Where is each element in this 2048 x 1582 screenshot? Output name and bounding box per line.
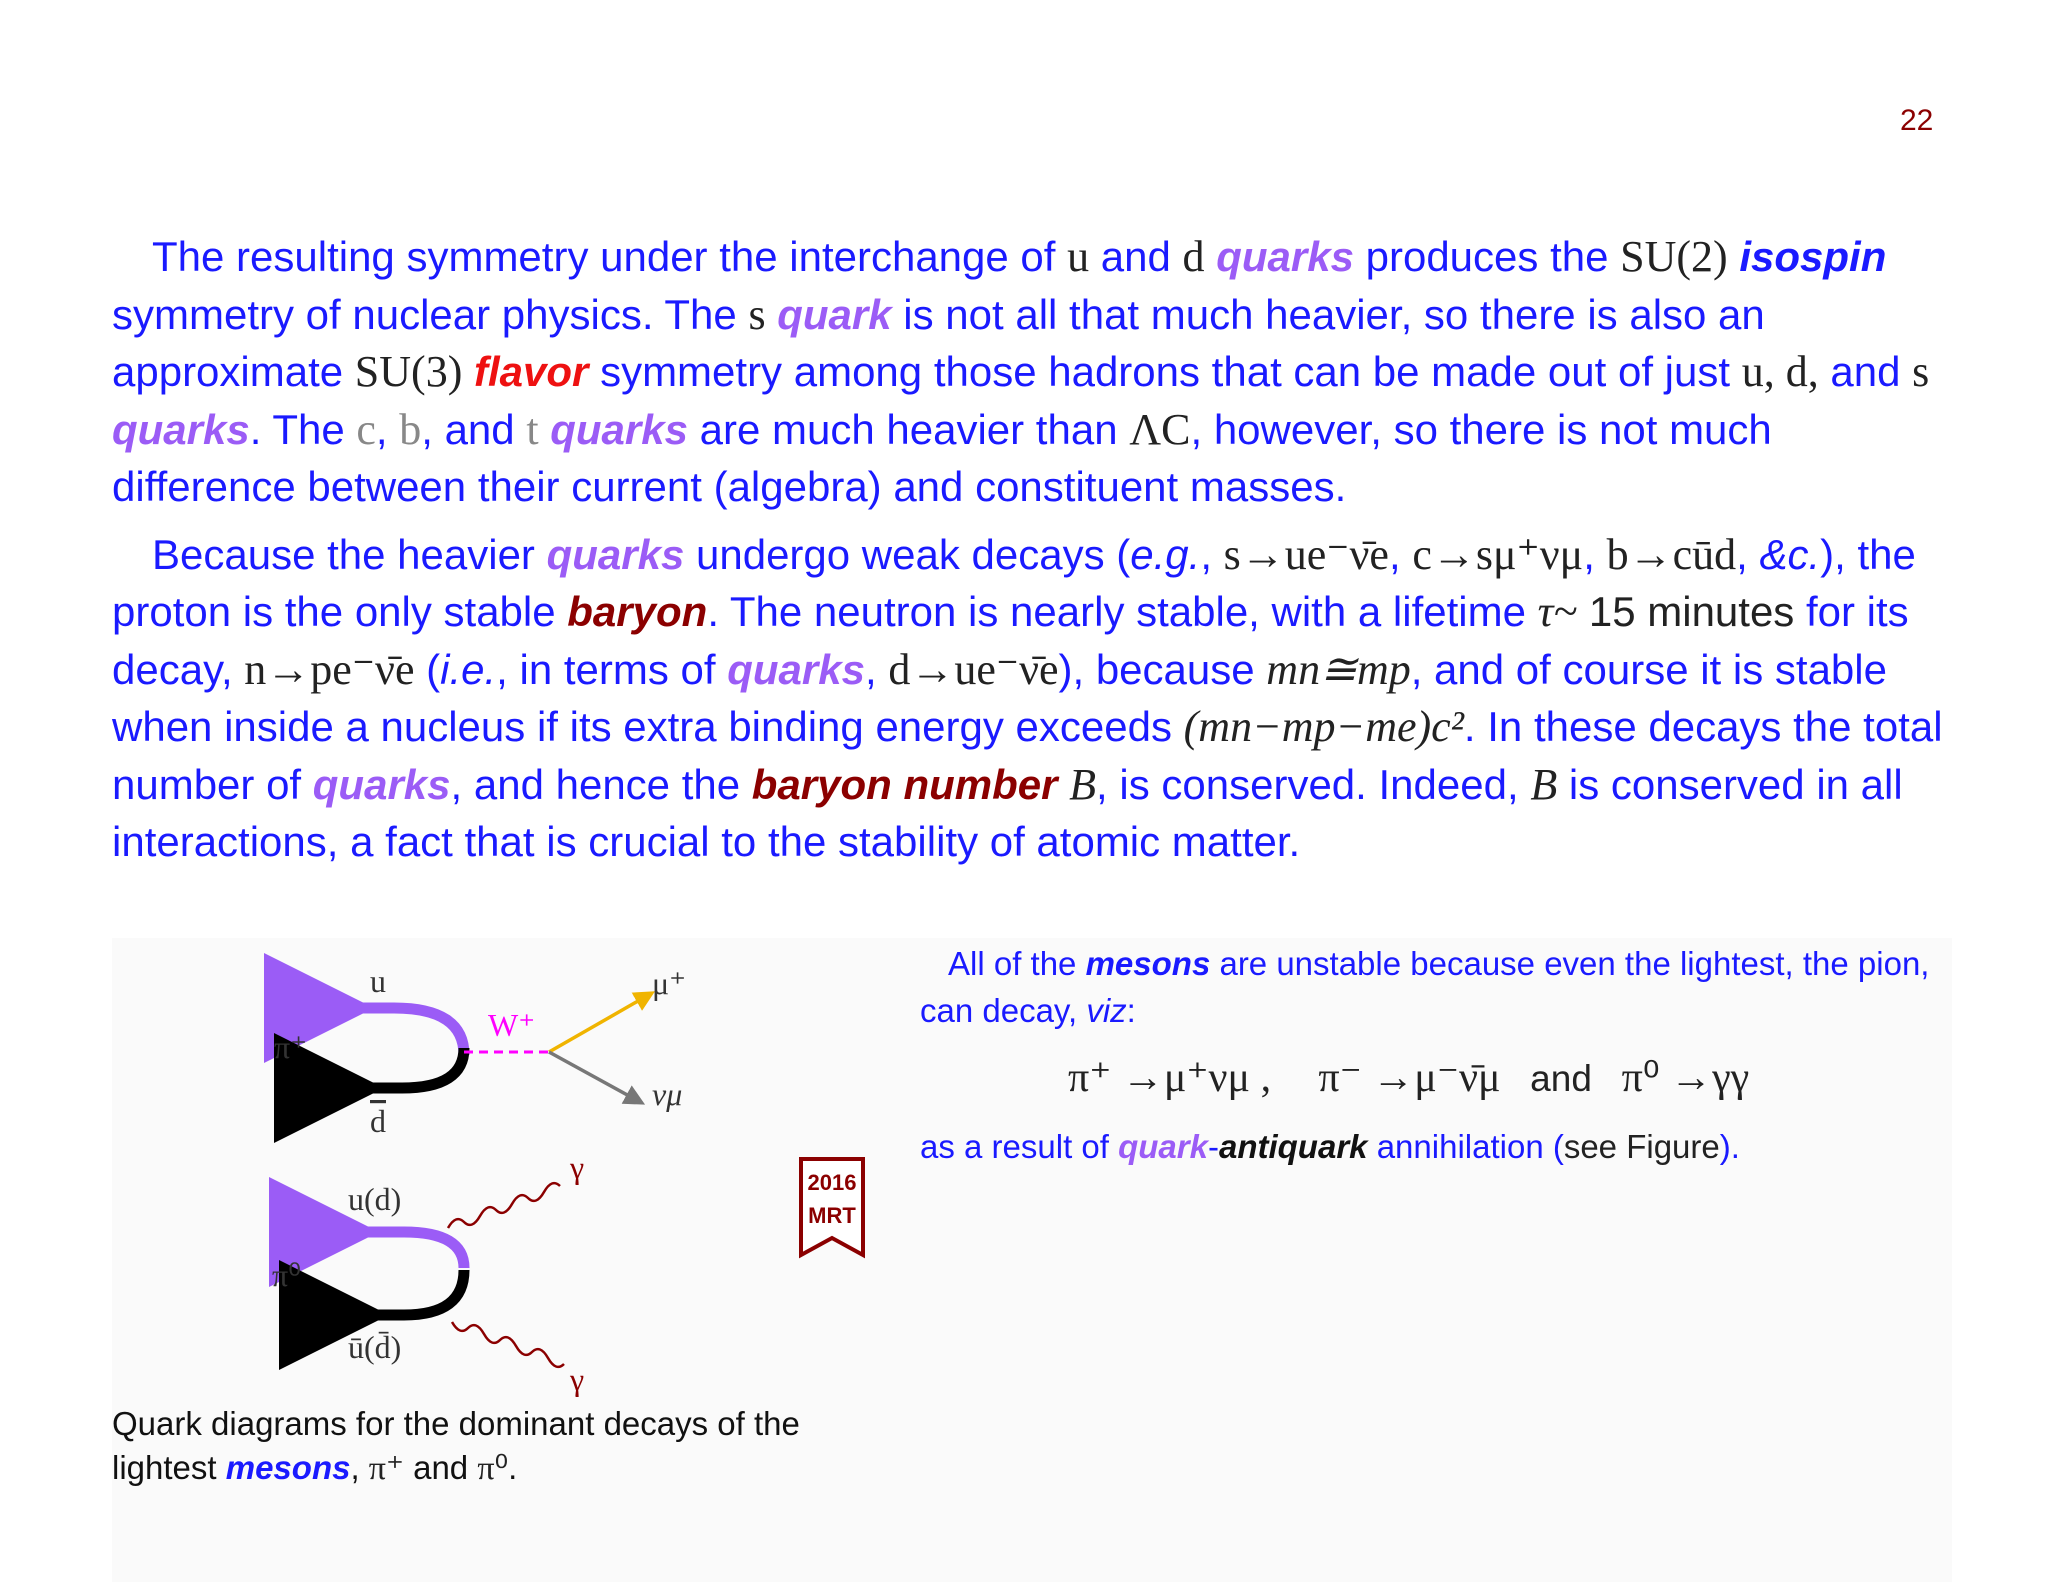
term-baryon: baryon: [567, 588, 708, 635]
decay-b: b→cūd: [1606, 529, 1737, 579]
badge-initials: MRT: [808, 1203, 856, 1228]
eq-pi-plus: π⁺ →μ⁺νμ ,: [1068, 1055, 1272, 1101]
lambda-c-symbol: ΛC: [1129, 404, 1191, 454]
su2-symbol: SU(2): [1620, 232, 1728, 281]
see-figure-ref: see Figure: [1563, 1128, 1720, 1165]
quark-diagram: [112, 940, 812, 1400]
label-gamma-2: γ: [570, 1361, 585, 1397]
neutrino-line: [549, 1052, 642, 1103]
term-isospin: isospin: [1739, 233, 1887, 280]
label-mu-plus: μ⁺: [652, 965, 687, 1001]
photon-2: [452, 1322, 564, 1367]
meson-paragraph: All of the mesons are unstable because even the lightest, the pion, can decay, viz:: [920, 945, 1930, 1029]
label-nu-mu: νμ: [652, 1076, 683, 1112]
label-ubar-dbar: ū(d̄): [348, 1329, 402, 1365]
term-quarks: quarks: [1216, 233, 1354, 280]
label-d-bar: d: [370, 1103, 386, 1139]
label-gamma-1: γ: [570, 1149, 585, 1185]
decay-s: s→ue⁻ν̄e: [1223, 529, 1389, 579]
decay-n: n→pe⁻ν̄e: [244, 644, 415, 694]
decay-d: d→ue⁻ν̄e: [888, 644, 1059, 694]
mass-relation: mn≅mp: [1266, 644, 1411, 694]
label-u: u: [370, 963, 386, 999]
label-w-plus: W⁺: [488, 1007, 536, 1043]
label-pi-plus: π⁺: [274, 1029, 308, 1065]
paragraph-2: Because the heavier quarks undergo weak decays (e.g., s→ue⁻ν̄e, c→sμ⁺νμ, b→cūd, &c.), the proton is the only stable baryon. The neutron is nearly stable, with a lifetime τ~ 15 minutes for its decay, n→pe⁻ν̄e (i.e., in terms of quarks, d→ue⁻ν̄e), because mn≅mp, and of course it is stable when inside a nucleus if its extra binding energy exceeds (mn−mp−me)c². In these decays the total number of quarks, and hence the baryon number B, is conserved. Indeed, B is conserved in all interactions, a fact that is crucial to the stability of atomic matter.: [112, 529, 1943, 865]
u-quark-line: [287, 1008, 464, 1055]
label-u-d: u(d): [348, 1181, 402, 1217]
term-mesons: mesons: [225, 1449, 351, 1486]
eq-pi-zero: π⁰ →γγ: [1621, 1055, 1750, 1101]
page-number: 22: [1900, 104, 1934, 137]
term-quark: quark: [777, 290, 892, 338]
badge-year: 2016: [807, 1170, 857, 1195]
term-baryon-number: baryon number: [751, 760, 1058, 808]
photon-1: [448, 1183, 560, 1228]
decay-c: c→sμ⁺νμ: [1412, 529, 1584, 579]
u-antiquark-line: [287, 1270, 464, 1315]
d-antiquark-line: [287, 1048, 464, 1088]
annihilation-text: as a result of quark-antiquark annihilation (see Figure).: [920, 1128, 1740, 1165]
mrt-badge: [798, 1156, 866, 1260]
su3-symbol: SU(3): [354, 347, 463, 396]
label-pi-zero: π⁰: [272, 1257, 301, 1293]
eq-pi-minus: π⁻ →μ⁻ν̄μ: [1318, 1055, 1501, 1101]
pion-decay-equations: π⁺ →μ⁺νμ , π⁻ →μ⁻ν̄μ and π⁰ →γγ: [1068, 1055, 1750, 1101]
figure-caption: Quark diagrams for the dominant decays of the lightest mesons, π⁺ and π⁰.: [112, 1405, 800, 1487]
paragraph-1: The resulting symmetry under the interchange of u and d quarks produces the SU(2) isospin symmetry of nuclear physics. The s quark is not all that much heavier, so there is also an approximate SU(3) flavor symmetry among those hadrons that can be made out of just u, d, and s quarks. The c, b, and t quarks are much heavier than ΛC, however, so there is not much difference between their current (algebra) and constituent masses.: [112, 232, 1930, 510]
term-mesons-2: mesons: [1085, 945, 1211, 982]
main-text: [112, 228, 1952, 871]
mass-difference: (mn−mp−me)c²: [1183, 702, 1464, 751]
term-flavor: flavor: [474, 348, 589, 395]
muon-line: [549, 993, 652, 1052]
